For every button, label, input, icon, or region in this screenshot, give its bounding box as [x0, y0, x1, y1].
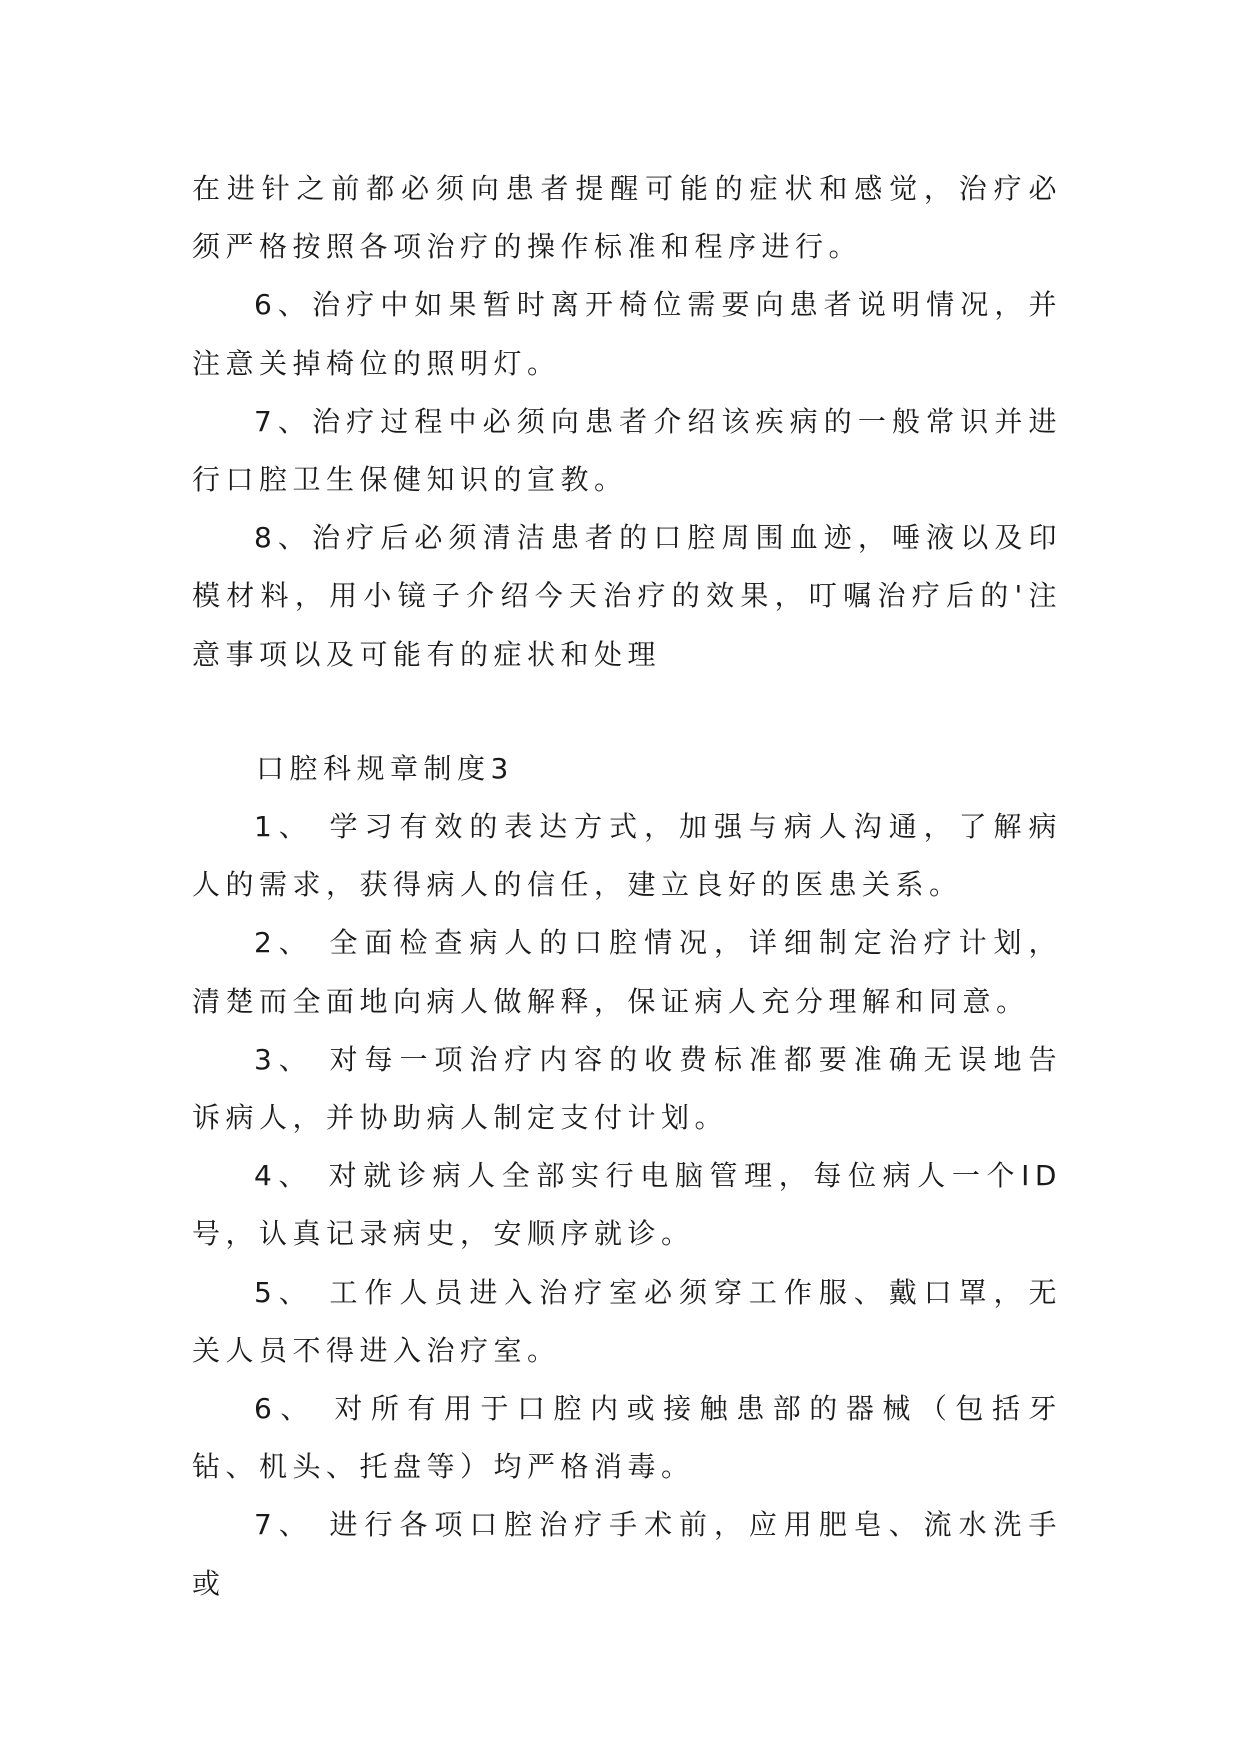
paragraph-item-6: 6、治疗中如果暂时离开椅位需要向患者说明情况，并注意关掉椅位的照明灯。 — [192, 288, 1062, 380]
rule-item-6: 6、 对所有用于口腔内或接触患部的器械（包括牙钻、机头、托盘等）均严格消毒。 — [192, 1392, 1062, 1484]
rule-item-1: 1、 学习有效的表达方式，加强与病人沟通，了解病人的需求，获得病人的信任，建立良好的医患关系。 — [192, 810, 1062, 902]
rule-item-4: 4、 对就诊病人全部实行电脑管理，每位病人一个ID号，认真记录病史，安顺序就诊。 — [192, 1159, 1062, 1251]
paragraph-item-8: 8、治疗后必须清洁患者的口腔周围血迹，唾液以及印模材料，用小镜子介绍今天治疗的效果，叮嘱治疗后的'注意事项以及可能有的症状和处理 — [192, 521, 1062, 671]
document-body — [192, 160, 1062, 1613]
rule-item-7: 7、 进行各项口腔治疗手术前，应用肥皂、流水洗手或 — [192, 1508, 1062, 1600]
rule-item-2: 2、 全面检查病人的口腔情况，详细制定治疗计划，清楚而全面地向病人做解释，保证病人充分理解和同意。 — [192, 926, 1062, 1018]
paragraph-continuation: 在进针之前都必须向患者提醒可能的症状和感觉，治疗必须严格按照各项治疗的操作标准和程序进行。 — [192, 172, 1062, 264]
rule-item-3: 3、 对每一项治疗内容的收费标准都要准确无误地告诉病人，并协助病人制定支付计划。 — [192, 1042, 1062, 1135]
paragraph-item-7: 7、治疗过程中必须向患者介绍该疾病的一般常识并进行口腔卫生保健知识的宣教。 — [192, 404, 1062, 497]
rule-item-5: 5、 工作人员进入治疗室必须穿工作服、戴口罩，无关人员不得进入治疗室。 — [192, 1275, 1062, 1367]
section-title: 口腔科规章制度3 — [256, 751, 514, 785]
